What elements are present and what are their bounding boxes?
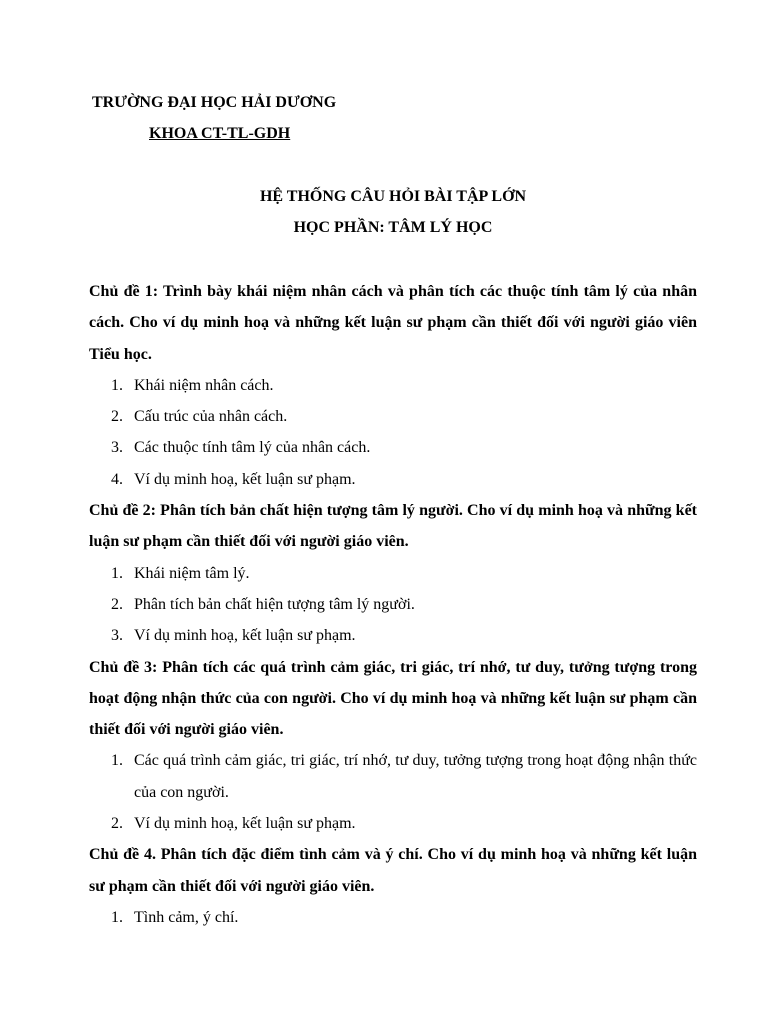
topic-4-heading: Chủ đề 4. Phân tích đặc điểm tình cảm và ý chí. Cho ví dụ minh hoạ và những kết luận sư phạm cần thiết đối với người giáo viên.: [89, 846, 697, 895]
list-item: [89, 589, 697, 620]
item-number: 2.: [111, 408, 123, 426]
item-number: 2.: [111, 815, 123, 833]
topic-2-heading: Chủ đề 2: Phân tích bản chất hiện tượng tâm lý người. Cho ví dụ minh hoạ và những kết luận sư phạm cần thiết đối với người giáo viên.: [89, 502, 697, 551]
item-text: Tình cảm, ý chí.: [134, 908, 239, 926]
list-item: [89, 432, 697, 463]
topic-1-heading: Chủ đề 1: Trình bày khái niệm nhân cách và phân tích các thuộc tính tâm lý của nhân cách. Cho ví dụ minh hoạ và những kết luận sư phạm cần thiết đối với người giáo viên Tiểu học.: [89, 283, 697, 363]
topic-3-list: [89, 745, 697, 839]
item-text: Ví dụ minh hoạ, kết luận sư phạm.: [134, 627, 356, 645]
list-item: [89, 401, 697, 432]
topic-4-list: [89, 902, 697, 933]
list-item: [89, 902, 697, 933]
list-item: [89, 464, 697, 495]
list-item: [89, 370, 697, 401]
item-number: 1.: [111, 376, 123, 394]
item-text: Ví dụ minh hoạ, kết luận sư phạm.: [134, 470, 356, 488]
item-number: 4.: [111, 470, 123, 488]
item-number: 1.: [111, 908, 123, 926]
faculty-name: KHOA CT-TL-GDH: [149, 125, 291, 142]
topic-3-heading: Chủ đề 3: Phân tích các quá trình cảm giác, tri giác, trí nhớ, tư duy, tưởng tượng trong hoạt động nhận thức của con người. Cho ví dụ minh hoạ và những kết luận sư phạm cần thiết đối với người giáo viên.: [89, 658, 697, 739]
item-text: Các thuộc tính tâm lý của nhân cách.: [134, 439, 371, 457]
topics-content: [89, 276, 697, 933]
item-text: Ví dụ minh hoạ, kết luận sư phạm.: [134, 815, 356, 833]
topic-2-list: [89, 558, 697, 652]
item-number: 1.: [111, 564, 123, 582]
item-text: Phân tích bản chất hiện tượng tâm lý người.: [134, 595, 415, 613]
list-item: [89, 745, 697, 808]
item-text: Khái niệm tâm lý.: [134, 564, 250, 582]
list-item: [89, 808, 697, 839]
item-number: 3.: [111, 627, 123, 645]
item-text: Cấu trúc của nhân cách.: [134, 408, 288, 426]
item-number: 1.: [111, 752, 123, 770]
topic-1-list: [89, 370, 697, 495]
item-text: Các quá trình cảm giác, tri giác, trí nhớ, tư duy, tưởng tượng trong hoạt động nhận thức của con người.: [134, 752, 697, 801]
document-title: HỆ THỐNG CÂU HỎI BÀI TẬP LỚN: [259, 188, 527, 205]
item-number: 3.: [111, 439, 123, 457]
list-item: [89, 620, 697, 651]
school-name: TRƯỜNG ĐẠI HỌC HẢI DƯƠNG: [92, 94, 337, 111]
item-text: Khái niệm nhân cách.: [134, 376, 274, 394]
item-number: 2.: [111, 595, 123, 613]
document-subtitle: HỌC PHẦN: TÂM LÝ HỌC: [293, 219, 493, 236]
list-item: [89, 558, 697, 589]
